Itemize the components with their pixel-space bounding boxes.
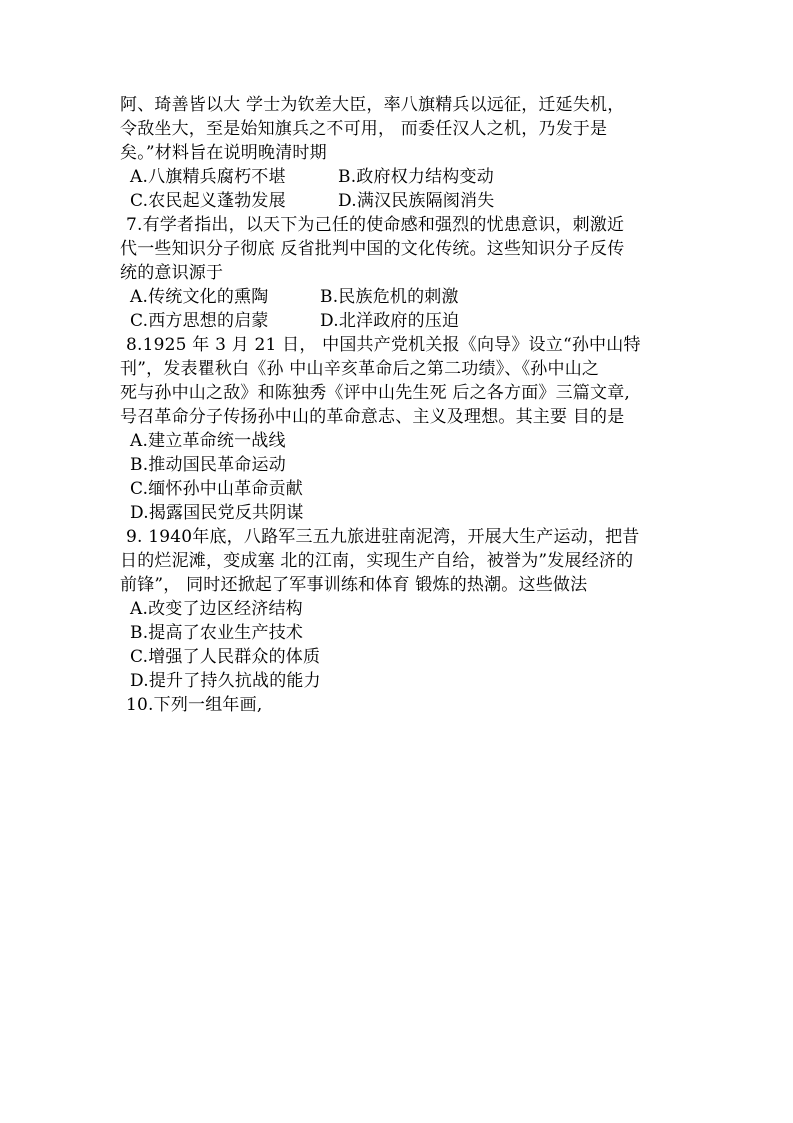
question-6-option-a: A.八旗精兵腐朽不堪 [130, 167, 286, 187]
question-9-option-b: B.提高了农业生产技术 [130, 623, 304, 643]
question-9-line-1: 9. 1940年底，八路军三五九旅进驻南泥湾，开展大生产运动，把昔 [126, 527, 640, 547]
question-9-line-3: 前锋”， 同时还掀起了军事训练和体育 锻炼的热潮。这些做法 [120, 575, 588, 595]
question-6-options-row-2 [120, 189, 680, 213]
question-8-line-4: 号召革命分子传扬孙中山的革命意志、主义及理想。其主要 目的是 [120, 407, 625, 427]
question-6-option-c: C.农民起义蓬勃发展 [130, 191, 286, 211]
question-7-option-b: B.民族危机的刺激 [320, 287, 459, 307]
question-7-options-row-1 [120, 285, 680, 309]
question-6-line-2: 令敌坐大，至是始知旗兵之不可用， 而委任汉人之机，乃发于是 [120, 119, 608, 139]
question-6-options-row-1 [120, 165, 680, 189]
question-6 [120, 93, 680, 213]
question-9-option-a: A.改变了边区经济结构 [130, 599, 303, 619]
question-6-option-b: B.政府权力结构变动 [338, 167, 494, 187]
question-9 [120, 525, 680, 693]
question-6-line-3: 矣。”材料旨在说明晚清时期 [120, 143, 327, 163]
question-8-line-3: 死与孙中山之敌》和陈独秀《评中山先生死 后之各方面》三篇文章, [120, 383, 631, 403]
question-7-option-c: C.西方思想的启蒙 [130, 311, 269, 331]
question-7-option-a: A.传统文化的熏陶 [130, 287, 269, 307]
question-8-line-2: 刊”，发表瞿秋白《孙 中山辛亥革命后之第二功绩》、《孙中山之 [120, 359, 600, 379]
question-8-option-b: B.推动国民革命运动 [130, 455, 286, 475]
question-7-line-1: 7.有学者指出，以天下为己任的使命感和强烈的忧患意识，刺激近 [126, 215, 625, 235]
question-9-option-d: D.提升了持久抗战的能力 [130, 671, 321, 691]
question-9-option-c: C.增强了人民群众的体质 [130, 647, 321, 667]
question-7-line-3: 统的意识源于 [120, 263, 224, 283]
question-7 [120, 213, 680, 333]
question-7-options-row-2 [120, 309, 680, 333]
question-8-option-a: A.建立革命统一战线 [130, 431, 286, 451]
question-9-line-2: 日的烂泥滩，变成塞 北的江南，实现生产自给，被誉为”发展经济的 [120, 551, 634, 571]
question-7-line-2: 代一些知识分子彻底 反省批判中国的文化传统。这些知识分子反传 [120, 239, 625, 259]
question-10-line-1: 10.下列一组年画, [126, 695, 263, 715]
question-8-line-1: 8.1925 年 3 月 21 日， 中国共产党机关报《向导》设立“孙中山特 [126, 335, 641, 355]
exam-content [120, 93, 680, 717]
question-10 [120, 693, 680, 717]
question-6-line-1: 阿、琦善皆以大 学士为钦差大臣，率八旗精兵以远征，迁延失机， [120, 95, 625, 115]
question-8 [120, 333, 680, 525]
question-6-option-d: D.满汉民族隔阂消失 [338, 191, 495, 211]
question-8-option-c: C.缅怀孙中山革命贡献 [130, 479, 304, 499]
question-7-option-d: D.北洋政府的压迫 [320, 311, 460, 331]
question-8-option-d: D.揭露国民党反共阴谋 [130, 503, 304, 523]
